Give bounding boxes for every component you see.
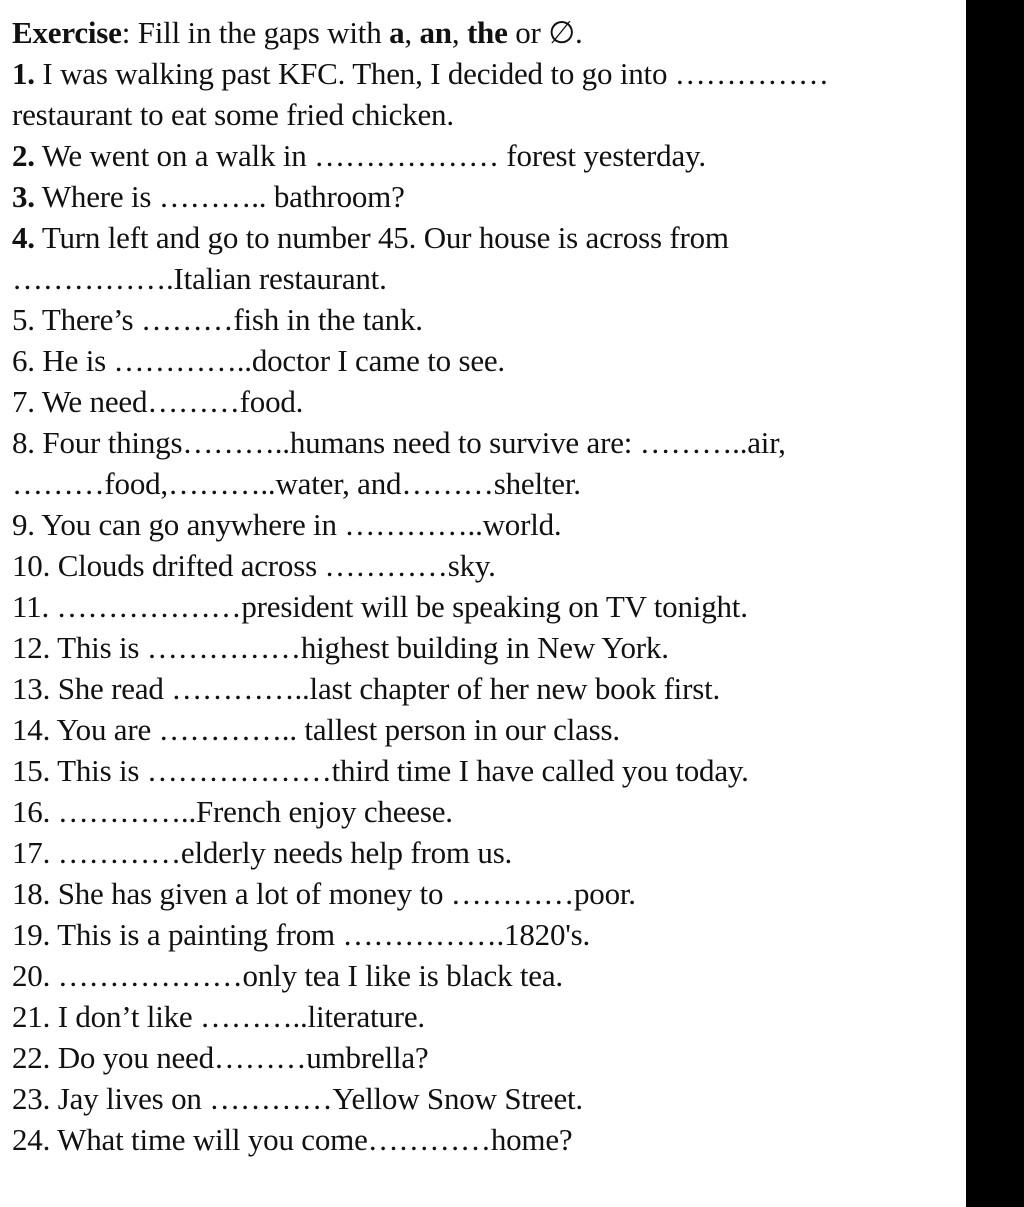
question-text: Four things………..humans need to survive are: ………..air, — [34, 425, 786, 460]
option-an: an — [419, 15, 452, 50]
question-number: 3. — [12, 179, 35, 214]
question-text: ………food,………..water, and………shelter. — [12, 466, 581, 501]
question-number: 19. — [12, 917, 51, 952]
question-line — [12, 750, 962, 791]
question-text: …………….Italian restaurant. — [12, 261, 387, 296]
or-text: or — [507, 15, 549, 50]
question-text: You can go anywhere in …………..world. — [34, 507, 562, 542]
question-text: I was walking past KFC. Then, I decided to go into …………… — [34, 56, 829, 91]
question-line — [12, 996, 962, 1037]
exercise-sheet — [12, 12, 962, 1160]
question-text: You are ………….. tallest person in our class. — [50, 712, 620, 747]
question-number: 15. — [12, 753, 51, 788]
question-line — [12, 586, 962, 627]
question-number: 20. — [12, 958, 51, 993]
instruction-end: . — [575, 15, 583, 50]
question-number: 14. — [12, 712, 51, 747]
question-line — [12, 1119, 962, 1160]
question-number: 17. — [12, 835, 51, 870]
question-line — [12, 176, 962, 217]
exercise-label: Exercise — [12, 15, 122, 50]
question-text: He is …………..doctor I came to see. — [34, 343, 505, 378]
question-line — [12, 381, 962, 422]
question-text: ………………only tea I like is black tea. — [50, 958, 563, 993]
option-the: the — [466, 15, 508, 50]
question-number: 1. — [12, 56, 35, 91]
question-line — [12, 1078, 962, 1119]
question-number: 4. — [12, 220, 35, 255]
question-number: 12. — [12, 630, 51, 665]
question-line — [12, 545, 962, 586]
question-text: I don’t like ………..literature. — [50, 999, 425, 1034]
question-text: This is ………………third time I have called you today. — [50, 753, 749, 788]
question-line — [12, 422, 962, 463]
question-line — [12, 709, 962, 750]
question-text: Where is ……….. bathroom? — [34, 179, 405, 214]
question-line — [12, 299, 962, 340]
question-line — [12, 504, 962, 545]
question-line — [12, 53, 962, 94]
question-line — [12, 627, 962, 668]
question-text: Do you need………umbrella? — [50, 1040, 429, 1075]
question-line — [12, 791, 962, 832]
question-number: 8. — [12, 425, 35, 460]
option-a: a — [389, 15, 405, 50]
question-text: …………..French enjoy cheese. — [50, 794, 453, 829]
question-number: 21. — [12, 999, 51, 1034]
question-text: What time will you come…………home? — [50, 1122, 573, 1157]
question-list — [12, 53, 962, 1160]
question-line — [12, 94, 962, 135]
question-line — [12, 832, 962, 873]
question-text: She has given a lot of money to …………poor. — [50, 876, 636, 911]
question-text: Jay lives on …………Yellow Snow Street. — [50, 1081, 583, 1116]
question-number: 16. — [12, 794, 51, 829]
question-number: 2. — [12, 138, 35, 173]
question-text: There’s ………fish in the tank. — [34, 302, 423, 337]
question-line — [12, 463, 962, 504]
question-number: 7. — [12, 384, 35, 419]
separator: , — [451, 15, 467, 50]
question-text: We went on a walk in ……………… forest yesterday. — [34, 138, 706, 173]
question-number: 22. — [12, 1040, 51, 1075]
question-line — [12, 340, 962, 381]
question-text: ………………president will be speaking on TV tonight. — [49, 589, 748, 624]
question-line — [12, 873, 962, 914]
separator: , — [404, 15, 420, 50]
question-number: 24. — [12, 1122, 51, 1157]
question-text: Turn left and go to number 45. Our house is across from — [34, 220, 729, 255]
question-line — [12, 217, 962, 258]
question-number: 18. — [12, 876, 51, 911]
question-line — [12, 258, 962, 299]
question-line — [12, 668, 962, 709]
question-line — [12, 1037, 962, 1078]
right-edge-bar — [966, 0, 1024, 1207]
question-number: 13. — [12, 671, 51, 706]
question-text: …………elderly needs help from us. — [50, 835, 513, 870]
question-number: 10. — [12, 548, 51, 583]
instruction-lead: : Fill in the gaps with — [121, 15, 390, 50]
question-line — [12, 955, 962, 996]
question-line — [12, 914, 962, 955]
question-number: 6. — [12, 343, 35, 378]
question-text: We need………food. — [34, 384, 304, 419]
question-number: 23. — [12, 1081, 51, 1116]
question-text: Clouds drifted across …………sky. — [50, 548, 496, 583]
question-number: 11. — [12, 589, 49, 624]
exercise-heading — [12, 12, 962, 53]
question-number: 9. — [12, 507, 35, 542]
question-text: This is ……………highest building in New York. — [50, 630, 669, 665]
question-text: restaurant to eat some fried chicken. — [12, 97, 454, 132]
null-symbol: ∅ — [548, 15, 576, 50]
question-number: 5. — [12, 302, 35, 337]
question-text: She read …………..last chapter of her new book first. — [50, 671, 721, 706]
question-line — [12, 135, 962, 176]
question-text: This is a painting from …………….1820's. — [50, 917, 591, 952]
